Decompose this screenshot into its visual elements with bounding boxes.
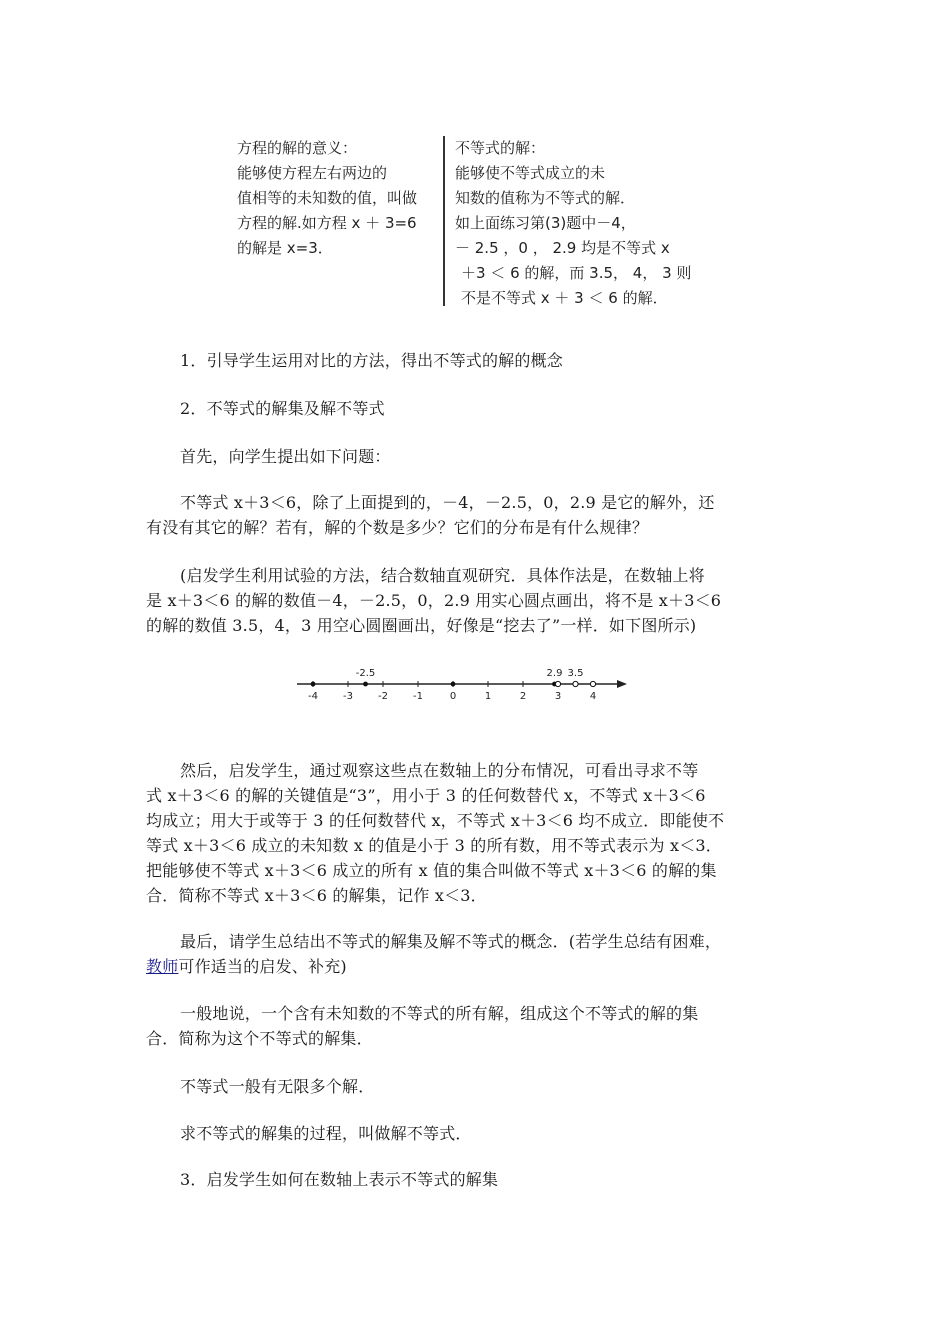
text-line: 不等式一般有无限多个解． [180, 1077, 375, 1096]
left-line: 方程的解的意义： [237, 139, 358, 157]
right-line: 不等式的解： [455, 139, 546, 157]
hollow-point [555, 681, 560, 686]
text-line: 然后，启发学生，通过观察这些点在数轴上的分布情况，可看出寻求不等 [180, 761, 699, 780]
left-line: 值相等的未知数的值，叫做 [237, 189, 418, 207]
text-span: 可作适当的启发、补充) [178, 957, 347, 976]
text-line: 合．简称不等式 x＋3＜6 的解集，记作 x＜3． [146, 886, 487, 905]
left-line: 能够使方程左右两边的 [237, 164, 388, 182]
point-label: 2.9 [546, 668, 563, 679]
paragraph-5 [146, 563, 806, 638]
equation-solution-definition [237, 136, 437, 261]
comparison-figure [233, 130, 713, 310]
right-line: 能够使不等式成立的未 [455, 164, 606, 182]
teacher-link[interactable]: 教师 [146, 957, 179, 976]
text-line: 把能够使不等式 x＋3＜6 成立的所有 x 值的集合叫做不等式 x＋3＜6 的解的集 [146, 861, 717, 880]
tick-label: -1 [413, 691, 423, 702]
paragraph-1 [146, 348, 840, 373]
right-line: 不是不等式 x ＋ 3 ＜ 6 的解． [461, 289, 668, 307]
solid-point [451, 682, 456, 687]
text-line: 不等式 x＋3＜6，除了上面提到的，－4，－2.5，0，2.9 是它的解外，还 [180, 493, 715, 512]
text-line: 的解的数值 3.5，4，3 用空心圆圈画出，好像是“挖去了”一样．如下图所示) [146, 616, 697, 635]
text-line: 式 x＋3＜6 的解的关键值是“3”，用小于 3 的任何数替代 x，不等式 x＋3＜6 [146, 786, 706, 805]
text-line: 等式 x＋3＜6 成立的未知数 x 的值是小于 3 的所有数，用不等式表示为 x＜3． [146, 836, 722, 855]
inequality-solution-definition [455, 136, 715, 311]
text-line: 2．不等式的解集及解不等式 [180, 399, 385, 418]
tick-label: 2 [519, 691, 527, 702]
paragraph-4 [146, 490, 806, 540]
paragraph-11 [146, 1167, 840, 1192]
tick-label: 4 [589, 691, 597, 702]
axis-arrow [617, 680, 627, 688]
vertical-divider [443, 136, 445, 306]
paragraph-3 [146, 444, 840, 469]
text-line: 首先，向学生提出如下问题： [180, 447, 391, 466]
text-line: 求不等式的解集的过程，叫做解不等式． [180, 1124, 472, 1143]
tick-label: 1 [484, 691, 492, 702]
text-line: 一般地说，一个含有未知数的不等式的所有解，组成这个不等式的解的集 [180, 1004, 699, 1023]
paragraph-9 [146, 1074, 840, 1099]
paragraph-7 [146, 929, 806, 979]
text-line: 均成立；用大于或等于 3 的任何数替代 x，不等式 x＋3＜6 均不成立．即能使不 [146, 811, 725, 830]
tick-label: -2 [378, 691, 388, 702]
right-line: 如上面练习第(3)题中－4， [455, 214, 636, 232]
paragraph-2 [146, 396, 840, 421]
tick-label: 0 [449, 691, 457, 702]
text-line: 1．引导学生运用对比的方法，得出不等式的解的概念 [180, 351, 563, 370]
text-line: 有没有其它的解？若有，解的个数是多少？它们的分布是有什么规律？ [146, 518, 649, 537]
left-line: 方程的解.如方程 x ＋ 3=6 [237, 214, 417, 232]
solid-point [311, 682, 316, 687]
right-line: － 2.5 ，0 ， 2.9 均是不等式 x [455, 239, 670, 257]
hollow-point [573, 681, 578, 686]
right-line: 知数的值称为不等式的解． [455, 189, 636, 207]
point-label: 3.5 [567, 668, 584, 679]
right-line: ＋3 ＜ 6 的解，而 3.5， 4， 3 则 [461, 264, 692, 282]
left-line: 的解是 x=3． [237, 239, 333, 257]
text-line: (启发学生利用试验的方法，结合数轴直观研究．具体作法是，在数轴上将 [180, 566, 705, 585]
tick-label: 3 [554, 691, 562, 702]
paragraph-8 [146, 1001, 806, 1051]
text-line: 是 x＋3＜6 的解的数值－4，－2.5，0，2.9 用实心圆点画出，将不是 x＋3＜6 [146, 591, 722, 610]
number-line-figure [295, 662, 635, 704]
hollow-point [590, 681, 595, 686]
text-line: 合．简称为这个不等式的解集． [146, 1029, 373, 1048]
text-line [146, 954, 806, 979]
text-line: 最后，请学生总结出不等式的解集及解不等式的概念．(若学生总结有困难， [180, 932, 722, 951]
tick-label: -4 [308, 691, 318, 702]
point-label: -2.5 [355, 668, 376, 679]
tick-label: -3 [343, 691, 353, 702]
paragraph-10 [146, 1121, 840, 1146]
text-line: 3．启发学生如何在数轴上表示不等式的解集 [180, 1170, 499, 1189]
solid-point [363, 682, 368, 687]
paragraph-6 [146, 758, 806, 908]
